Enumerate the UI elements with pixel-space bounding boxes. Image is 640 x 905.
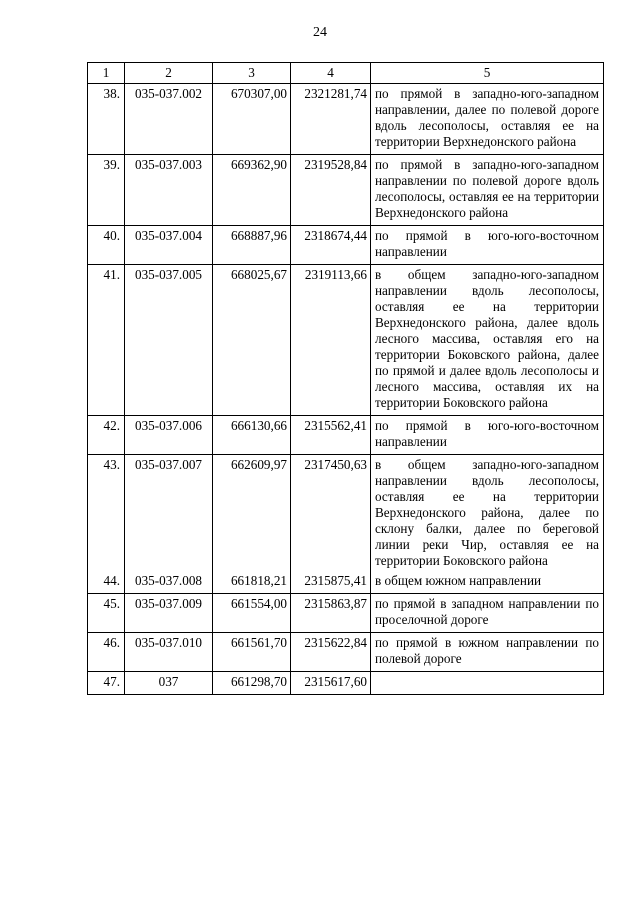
row-number: 46. bbox=[88, 633, 125, 672]
coordinate-y: 2315617,60 bbox=[291, 672, 371, 695]
boundary-description: в общем западно-юго-западном направлении вдоль лесополосы, оставляя ее на территории Верхнедонского района, далее по склону балки, далее по береговой линии реки Чир, оставляя ее на территории Боковского района bbox=[371, 455, 604, 574]
boundary-description bbox=[371, 672, 604, 695]
row-number: 44. bbox=[88, 573, 125, 594]
table-row bbox=[88, 84, 604, 155]
column-header-3: 3 bbox=[213, 63, 291, 84]
coordinate-x: 662609,97 bbox=[213, 455, 291, 574]
coordinate-x: 661818,21 bbox=[213, 573, 291, 594]
table-row bbox=[88, 265, 604, 416]
table-row bbox=[88, 573, 604, 594]
column-header-1: 1 bbox=[88, 63, 125, 84]
boundary-description: в общем западно-юго-западном направлении вдоль лесополосы, оставляя ее на территории Верхнедонского района, далее вдоль лесного массива, оставляя его на территории Боковского района, далее по прямой и далее вдоль лесополосы и лесного массива, оставляя их на территории Боковского района bbox=[371, 265, 604, 416]
coordinate-y: 2319528,84 bbox=[291, 155, 371, 226]
coordinate-x: 661554,00 bbox=[213, 594, 291, 633]
row-number: 40. bbox=[88, 226, 125, 265]
coordinate-x: 666130,66 bbox=[213, 416, 291, 455]
point-code: 037 bbox=[125, 672, 213, 695]
row-number: 42. bbox=[88, 416, 125, 455]
table-row bbox=[88, 672, 604, 695]
row-number: 45. bbox=[88, 594, 125, 633]
coordinate-x: 661561,70 bbox=[213, 633, 291, 672]
coordinate-x: 668887,96 bbox=[213, 226, 291, 265]
boundary-description: по прямой в юго-юго-восточном направлении bbox=[371, 416, 604, 455]
coordinate-y: 2315875,41 bbox=[291, 573, 371, 594]
page-number: 24 bbox=[313, 25, 327, 40]
coordinate-y: 2318674,44 bbox=[291, 226, 371, 265]
point-code: 035-037.005 bbox=[125, 265, 213, 416]
table-row bbox=[88, 226, 604, 265]
point-code: 035-037.009 bbox=[125, 594, 213, 633]
coordinate-x: 661298,70 bbox=[213, 672, 291, 695]
point-code: 035-037.008 bbox=[125, 573, 213, 594]
table-row bbox=[88, 455, 604, 574]
coordinate-y: 2315562,41 bbox=[291, 416, 371, 455]
row-number: 39. bbox=[88, 155, 125, 226]
coordinate-y: 2317450,63 bbox=[291, 455, 371, 574]
column-header-4: 4 bbox=[291, 63, 371, 84]
coordinate-y: 2315863,87 bbox=[291, 594, 371, 633]
column-header-2: 2 bbox=[125, 63, 213, 84]
coordinate-y: 2319113,66 bbox=[291, 265, 371, 416]
row-number: 41. bbox=[88, 265, 125, 416]
table-row bbox=[88, 155, 604, 226]
boundary-description: по прямой в западном направлении по проселочной дороге bbox=[371, 594, 604, 633]
table-header-row bbox=[88, 63, 604, 84]
point-code: 035-037.003 bbox=[125, 155, 213, 226]
point-code: 035-037.007 bbox=[125, 455, 213, 574]
point-code: 035-037.004 bbox=[125, 226, 213, 265]
row-number: 47. bbox=[88, 672, 125, 695]
row-number: 38. bbox=[88, 84, 125, 155]
column-header-5: 5 bbox=[371, 63, 604, 84]
coordinate-y: 2315622,84 bbox=[291, 633, 371, 672]
coordinate-x: 670307,00 bbox=[213, 84, 291, 155]
point-code: 035-037.002 bbox=[125, 84, 213, 155]
coordinate-x: 669362,90 bbox=[213, 155, 291, 226]
boundary-description: в общем южном направлении bbox=[371, 573, 604, 594]
table-row bbox=[88, 633, 604, 672]
table-row bbox=[88, 594, 604, 633]
boundary-description: по прямой в западно-юго-западном направлении, далее по полевой дороге вдоль лесополосы, оставляя ее на территории Верхнедонского района bbox=[371, 84, 604, 155]
coordinate-y: 2321281,74 bbox=[291, 84, 371, 155]
table-row bbox=[88, 416, 604, 455]
point-code: 035-037.006 bbox=[125, 416, 213, 455]
boundary-description: по прямой в западно-юго-западном направлении по полевой дороге вдоль лесополосы, оставляя ее на территории Верхнедонского района bbox=[371, 155, 604, 226]
row-number: 43. bbox=[88, 455, 125, 574]
boundary-points-table bbox=[87, 62, 604, 695]
boundary-description: по прямой в юго-юго-восточном направлении bbox=[371, 226, 604, 265]
point-code: 035-037.010 bbox=[125, 633, 213, 672]
coordinate-x: 668025,67 bbox=[213, 265, 291, 416]
boundary-description: по прямой в южном направлении по полевой дороге bbox=[371, 633, 604, 672]
